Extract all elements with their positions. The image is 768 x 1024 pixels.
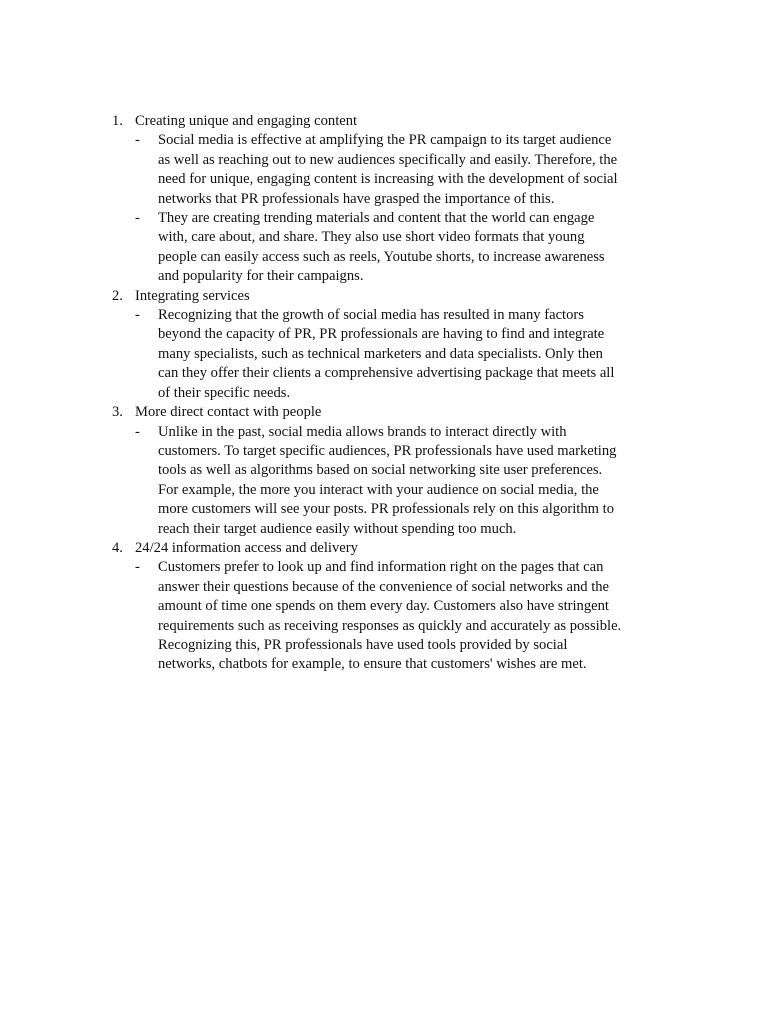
dash-bullet-marker: - (135, 307, 140, 324)
dash-bullet-marker: - (135, 423, 140, 440)
bullet-text-line: and popularity for their campaigns. (158, 268, 364, 285)
bullet-text-line: Recognizing that the growth of social media has resulted in many factors (158, 307, 584, 324)
bullet-text-line: with, care about, and share. They also use short video formats that young (158, 229, 585, 246)
bullet-text-line: Recognizing this, PR professionals have used tools provided by social (158, 636, 568, 653)
dash-bullet-marker: - (135, 559, 140, 576)
bullet-point (135, 131, 652, 209)
list-item-heading: 24/24 information access and delivery (135, 539, 358, 556)
bullet-text-line: can they offer their clients a comprehensive advertising package that meets all (158, 365, 615, 382)
list-item-heading: Integrating services (135, 287, 250, 304)
list-item (112, 112, 652, 287)
bullet-text-line: amount of time one spends on them every day. Customers also have stringent (158, 598, 609, 615)
bullet-point (135, 423, 652, 539)
dash-bullet-marker: - (135, 210, 140, 227)
bullet-text-line: customers. To target specific audiences, PR professionals have used marketing (158, 442, 617, 459)
list-item (112, 403, 652, 539)
bullet-text-line: Unlike in the past, social media allows brands to interact directly with (158, 423, 567, 440)
list-number: 4. (112, 539, 123, 556)
bullet-text-line: Social media is effective at amplifying the PR campaign to its target audience (158, 132, 612, 149)
list-item (112, 539, 652, 675)
bullet-point (135, 209, 652, 287)
bullet-text-line: many specialists, such as technical marketers and data specialists. Only then (158, 345, 603, 362)
bullet-point (135, 558, 652, 674)
bullet-text-line: people can easily access such as reels, Youtube shorts, to increase awareness (158, 248, 605, 265)
bullet-point (135, 306, 652, 403)
bullet-text-line: reach their target audience easily without spending too much. (158, 520, 517, 537)
numbered-list (112, 112, 652, 675)
bullet-text-line: For example, the more you interact with your audience on social media, the (158, 481, 599, 498)
list-number: 3. (112, 404, 123, 421)
bullet-text-line: Customers prefer to look up and find information right on the pages that can (158, 559, 604, 576)
bullet-text-line: They are creating trending materials and content that the world can engage (158, 210, 595, 227)
bullet-text-line: tools as well as algorithms based on social networking site user preferences. (158, 462, 603, 479)
bullet-text-line: answer their questions because of the convenience of social networks and the (158, 578, 610, 595)
list-item (112, 287, 652, 403)
list-item-heading: More direct contact with people (135, 404, 322, 421)
list-number: 1. (112, 113, 123, 129)
bullet-text-line: more customers will see your posts. PR professionals rely on this algorithm to (158, 501, 615, 518)
bullet-text-line: as well as reaching out to new audiences specifically and easily. Therefore, the (158, 151, 618, 168)
bullet-text-line: beyond the capacity of PR, PR professionals are having to find and integrate (158, 326, 605, 343)
bullet-text-line: requirements such as receiving responses as quickly and accurately as possible. (158, 617, 622, 634)
list-item-heading: Creating unique and engaging content (135, 113, 358, 129)
bullet-text-line: need for unique, engaging content is increasing with the development of social (158, 171, 618, 188)
list-number: 2. (112, 287, 123, 304)
bullet-text-line: of their specific needs. (158, 384, 291, 401)
bullet-text-line: networks that PR professionals have grasped the importance of this. (158, 190, 555, 207)
dash-bullet-marker: - (135, 132, 140, 149)
bullet-text-line: networks, chatbots for example, to ensure that customers' wishes are met. (158, 656, 587, 673)
